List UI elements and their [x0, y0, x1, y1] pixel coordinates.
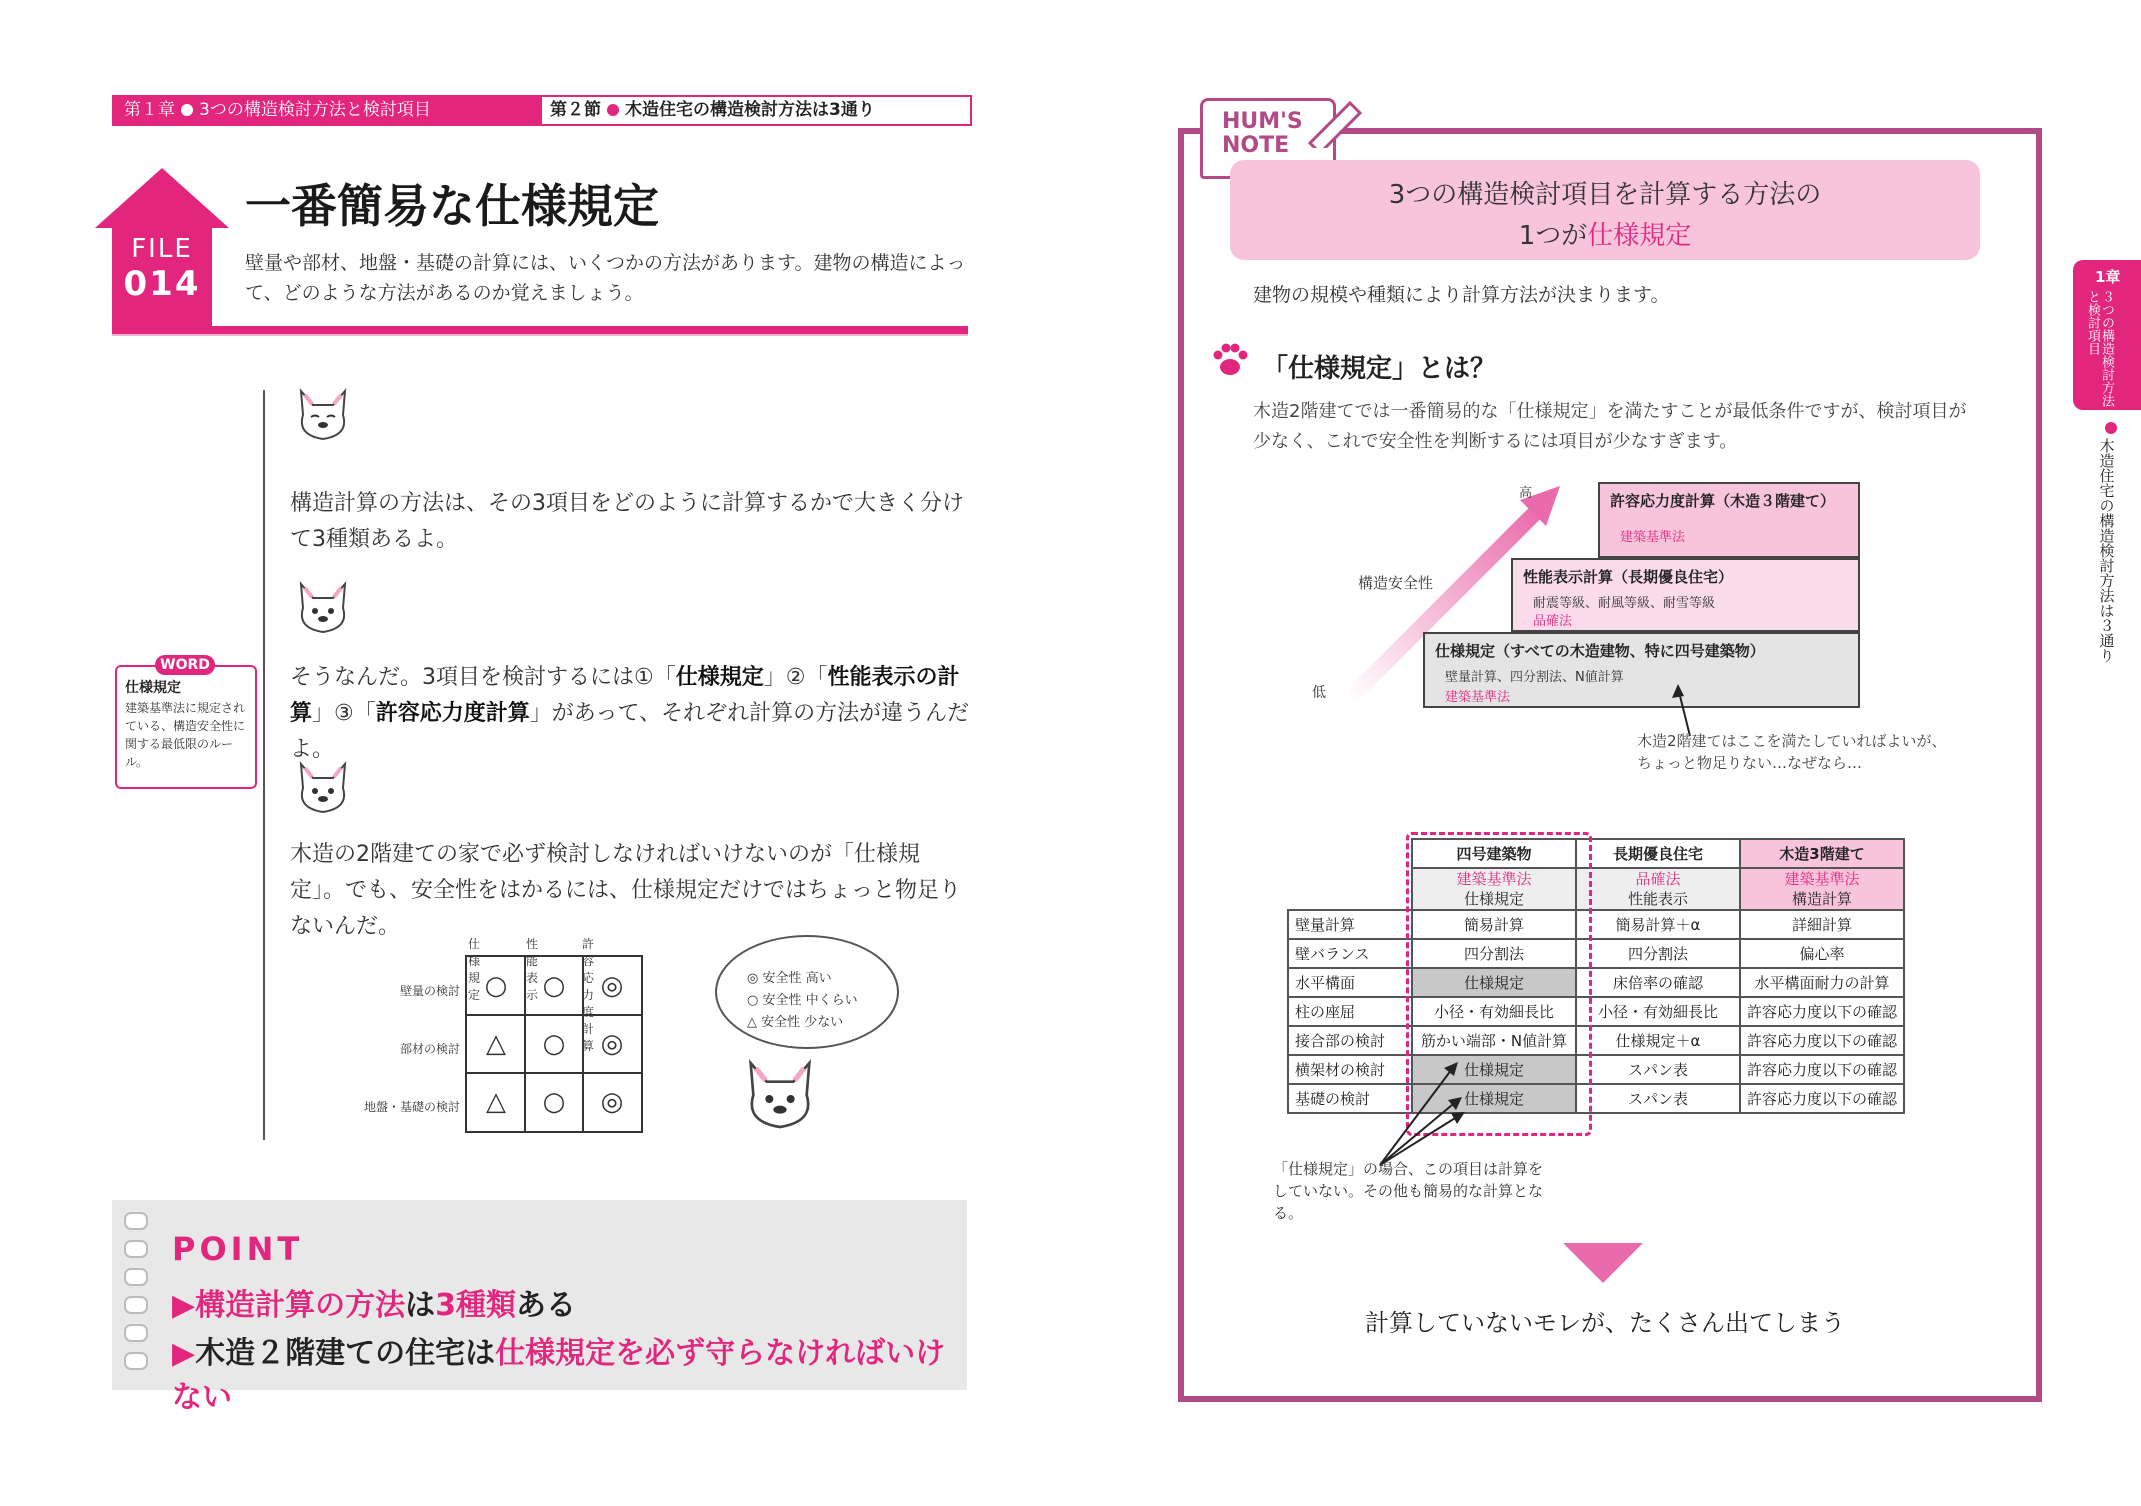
mini-cell: △: [486, 1029, 506, 1059]
dialog-term: 許容応力度計算: [375, 701, 530, 726]
table-cell: 小径・有効細長比: [1576, 997, 1740, 1026]
point-text: ある: [515, 1288, 576, 1323]
legend-item: △ 安全性 少ない: [747, 1015, 844, 1030]
question-title: 「仕様規定」とは？: [1262, 354, 1497, 384]
mini-row-label: 地盤・基礎の検討: [363, 1100, 460, 1114]
bullet-dot-icon: [2105, 422, 2117, 434]
pointer-arrows-icon: [1370, 1060, 1490, 1170]
conclusion-text: 計算していないモレが、たくさん出てしまう: [1365, 1309, 1845, 1337]
table-cell: スパン表: [1576, 1084, 1740, 1113]
note-subtitle: 建物の規模や種類により計算方法が決まります。: [1253, 284, 1670, 306]
mini-col-header: 仕様規定: [468, 937, 481, 1002]
method-name: 性能表示: [1627, 890, 1688, 908]
table-corner: [1288, 839, 1412, 868]
table-cell: 許容応力度以下の確認: [1740, 1055, 1904, 1084]
side-tab-chapter-title: ３つの構造検討方法と検討項目: [2085, 290, 2114, 407]
point-emphasis: 3種類: [435, 1288, 516, 1323]
table-cell: 小径・有効細長比: [1412, 997, 1576, 1026]
word-term: 仕様規定: [125, 680, 181, 696]
dialog-divider: [263, 390, 265, 1140]
binder-ring-icon: [124, 1352, 148, 1370]
note-heading-emphasis: 仕様規定: [1587, 221, 1692, 251]
triangle-bullet-icon: ▶: [172, 1336, 196, 1371]
mini-cell: ○: [484, 971, 508, 1001]
section-number: 第２節: [550, 100, 601, 120]
table-cell: 仕様規定: [1412, 968, 1576, 997]
side-section-text: 木造住宅の構造検討方法は３通り: [2097, 438, 2116, 663]
staircase-note: 木造2階建てはここを満たしていればよいが、ちょっと物足りない…なぜなら…: [1637, 732, 1947, 772]
mini-row-label: 壁量の検討: [399, 984, 460, 998]
word-tag: WORD: [155, 655, 215, 675]
bullet-dot-icon: [181, 104, 193, 116]
table-row: [1288, 1026, 1904, 1055]
point-box: [112, 1200, 967, 1415]
dialog-term: 仕様規定: [675, 665, 764, 690]
dialog-text: そうなんだ。3項目を検討するには①「: [290, 665, 676, 690]
table-corner: [1288, 868, 1412, 910]
binder-ring-icon: [124, 1212, 148, 1230]
dialog-line-1: 構造計算の方法は、その3項目をどのように計算するかで大きく分けて3種類あるよ。: [290, 491, 964, 552]
table-row: [1288, 910, 1904, 939]
table-cell: 水平構面耐力の計算: [1740, 968, 1904, 997]
table-note: 「仕様規定」の場合、この項目は計算をしていない。その他も簡易的な計算となる。: [1273, 1160, 1544, 1222]
row-label: 柱の座屈: [1288, 997, 1412, 1026]
step-allowable-stress: [1598, 482, 1860, 558]
point-text: 木造２階建ての住宅は: [195, 1336, 496, 1371]
table-subheader: [1576, 868, 1740, 910]
word-definition: 建築基準法に規定されている、構造安全性に関する最低限のルール。: [125, 701, 246, 769]
step-spec-rule: [1423, 632, 1860, 708]
law-name: 建築基準法: [1784, 870, 1860, 888]
step-law: 品確法: [1533, 614, 1573, 629]
table-cell: 許容応力度以下の確認: [1740, 1084, 1904, 1113]
mini-cell: ◎: [600, 1029, 624, 1059]
bullet-dot-icon: [607, 104, 619, 116]
dialog-text: 」③「: [312, 701, 376, 726]
table-header: 長期優良住宅: [1576, 839, 1740, 868]
table-cell: 仕様規定＋α: [1576, 1026, 1740, 1055]
point-line-1: [172, 1280, 576, 1324]
section-label: [542, 97, 970, 124]
mini-cell: △: [486, 1087, 506, 1117]
point-emphasis: 構造計算の方法: [195, 1288, 406, 1323]
bulldog-icon: [740, 1055, 820, 1135]
table-row: [1288, 939, 1904, 968]
running-header: [112, 95, 972, 126]
bulldog-icon: [293, 578, 353, 638]
side-section-title: [2093, 418, 2117, 663]
step-performance: [1511, 558, 1860, 632]
table-cell: 四分割法: [1576, 939, 1740, 968]
method-name: 仕様規定: [1463, 890, 1524, 908]
table-cell: 仕様規定: [1412, 1055, 1576, 1084]
point-title: POINT: [172, 1230, 304, 1268]
table-subheader: [1740, 868, 1904, 910]
table-cell: 筋かい端部・N値計算: [1412, 1026, 1576, 1055]
step-sub: 耐震等級、耐風等級、耐雪等級: [1533, 596, 1716, 611]
point-text: は: [405, 1288, 436, 1323]
side-tab-chapter: 1章: [2095, 268, 2121, 286]
table-cell: 床倍率の確認: [1576, 968, 1740, 997]
bulldog-icon: [293, 385, 353, 445]
table-cell: 許容応力度以下の確認: [1740, 1026, 1904, 1055]
title-rule: [112, 326, 968, 334]
pencil-icon: [1305, 98, 1365, 148]
mini-cell: ◎: [600, 971, 624, 1001]
table-cell: 簡易計算: [1412, 910, 1576, 939]
binder-ring-icon: [124, 1268, 148, 1286]
note-heading-line-1: 3つの構造検討項目を計算する方法の: [1388, 180, 1822, 210]
row-label: 水平構面: [1288, 968, 1412, 997]
file-label: FILE: [131, 234, 193, 264]
chapter-title: 3つの構造検討方法と検討項目: [199, 100, 431, 120]
binder-ring-icon: [124, 1240, 148, 1258]
table-cell: 詳細計算: [1740, 910, 1904, 939]
table-row: [1288, 968, 1904, 997]
table-cell: 簡易計算＋α: [1576, 910, 1740, 939]
note-heading-line-2: [1230, 215, 1980, 252]
binder-ring-icon: [124, 1324, 148, 1342]
paw-icon: [1210, 340, 1250, 380]
question-body: 木造2階建てでは一番簡易的な「仕様規定」を満たすことが最低条件ですが、検討項目が少なく、これで安全性を判断するには項目が少なすぎます。: [1253, 401, 1967, 452]
mini-cell: ◎: [600, 1087, 624, 1117]
table-cell: 偏心率: [1740, 939, 1904, 968]
word-box: [115, 657, 257, 789]
table-cell: 仕様規定: [1412, 1084, 1576, 1113]
dialog-line-3: 木造の2階建ての家で必ず検討しなければいけないのが「仕様規定」。でも、安全性をはかるには、仕様規定だけではちょっと物足りないんだ。: [290, 842, 962, 939]
law-name: 品確法: [1635, 870, 1681, 888]
badge-line: NOTE: [1222, 133, 1290, 158]
table-subheader-row: [1288, 868, 1904, 910]
note-heading: [1230, 160, 1980, 260]
table-row: [1288, 997, 1904, 1026]
point-emphasis: 仕様規定を必ず守らなければいけない: [172, 1336, 946, 1415]
point-line-2: [172, 1328, 967, 1416]
triangle-bullet-icon: ▶: [172, 1288, 196, 1323]
badge-text: [1222, 110, 1303, 158]
step-law: 建築基準法: [1445, 690, 1511, 705]
row-label: 横架材の検討: [1288, 1055, 1412, 1084]
mini-row-label: 部材の検討: [399, 1042, 460, 1056]
step-title: 許容応力度計算（木造３階建て）: [1610, 492, 1836, 510]
table-header: 四号建築物: [1412, 839, 1576, 868]
section-title: 木造住宅の構造検討方法は3通り: [625, 100, 875, 120]
page-title: 一番簡易な仕様規定: [245, 179, 659, 233]
mini-col-header: 性能表示: [526, 937, 539, 1002]
mini-grid: [465, 955, 643, 1133]
legend-item: ○ 安全性 中くらい: [747, 993, 858, 1008]
axis-high-label: 高: [1519, 486, 1533, 501]
step-law: 建築基準法: [1620, 530, 1686, 545]
lead-text: 壁量や部材、地盤・基礎の計算には、いくつかの方法があります。建物の構造によって、どのような方法があるのか覚えましょう。: [245, 252, 966, 304]
step-title: 仕様規定（すべての木造建物、特に四号建築物）: [1435, 642, 1765, 660]
mini-cell: ○: [542, 971, 566, 1001]
down-triangle-icon: [1563, 1243, 1643, 1283]
mini-cell: ○: [542, 1029, 566, 1059]
dialog-text: 」②「: [763, 665, 828, 690]
axis-low-label: 低: [1312, 685, 1326, 701]
file-badge: [95, 168, 230, 333]
house-roof-icon: [95, 168, 229, 228]
legend-item: ◎ 安全性 高い: [747, 971, 832, 986]
method-name: 構造計算: [1792, 890, 1853, 908]
step-title: 性能表示計算（長期優良住宅）: [1523, 568, 1734, 586]
title-rule-shadow: [112, 334, 968, 336]
step-sub: 壁量計算、四分割法、N値計算: [1445, 670, 1624, 685]
mini-cell: ○: [542, 1087, 566, 1117]
row-label: 壁量計算: [1288, 910, 1412, 939]
table-header: 木造3階建て: [1740, 839, 1904, 868]
binder-ring-icon: [124, 1296, 148, 1314]
note-heading-text: 1つが: [1518, 221, 1588, 251]
legend-speech-bubble: [715, 935, 899, 1049]
chapter-label: [114, 97, 542, 124]
dialog-line-2: [290, 660, 970, 768]
row-label: 接合部の検討: [1288, 1026, 1412, 1055]
row-label: 壁バランス: [1288, 939, 1412, 968]
table-header-row: [1288, 839, 1904, 868]
dialog-term: 性能表示の計算: [290, 665, 960, 726]
chapter-side-tab: [2073, 260, 2141, 410]
table-cell: 四分割法: [1412, 939, 1576, 968]
badge-line: HUM'S: [1222, 109, 1303, 134]
mini-col-header: 許容応力度計算: [582, 937, 595, 1053]
table-cell: スパン表: [1576, 1055, 1740, 1084]
chapter-number: 第１章: [124, 100, 175, 120]
table-cell: 許容応力度以下の確認: [1740, 997, 1904, 1026]
row-label: 基礎の検討: [1288, 1084, 1412, 1113]
law-name: 建築基準法: [1456, 870, 1532, 888]
axis-label: 構造安全性: [1358, 574, 1434, 592]
file-number: 014: [123, 264, 201, 304]
dialog-text: 」があって、それぞれ計算の方法が違うんだよ。: [290, 701, 970, 762]
